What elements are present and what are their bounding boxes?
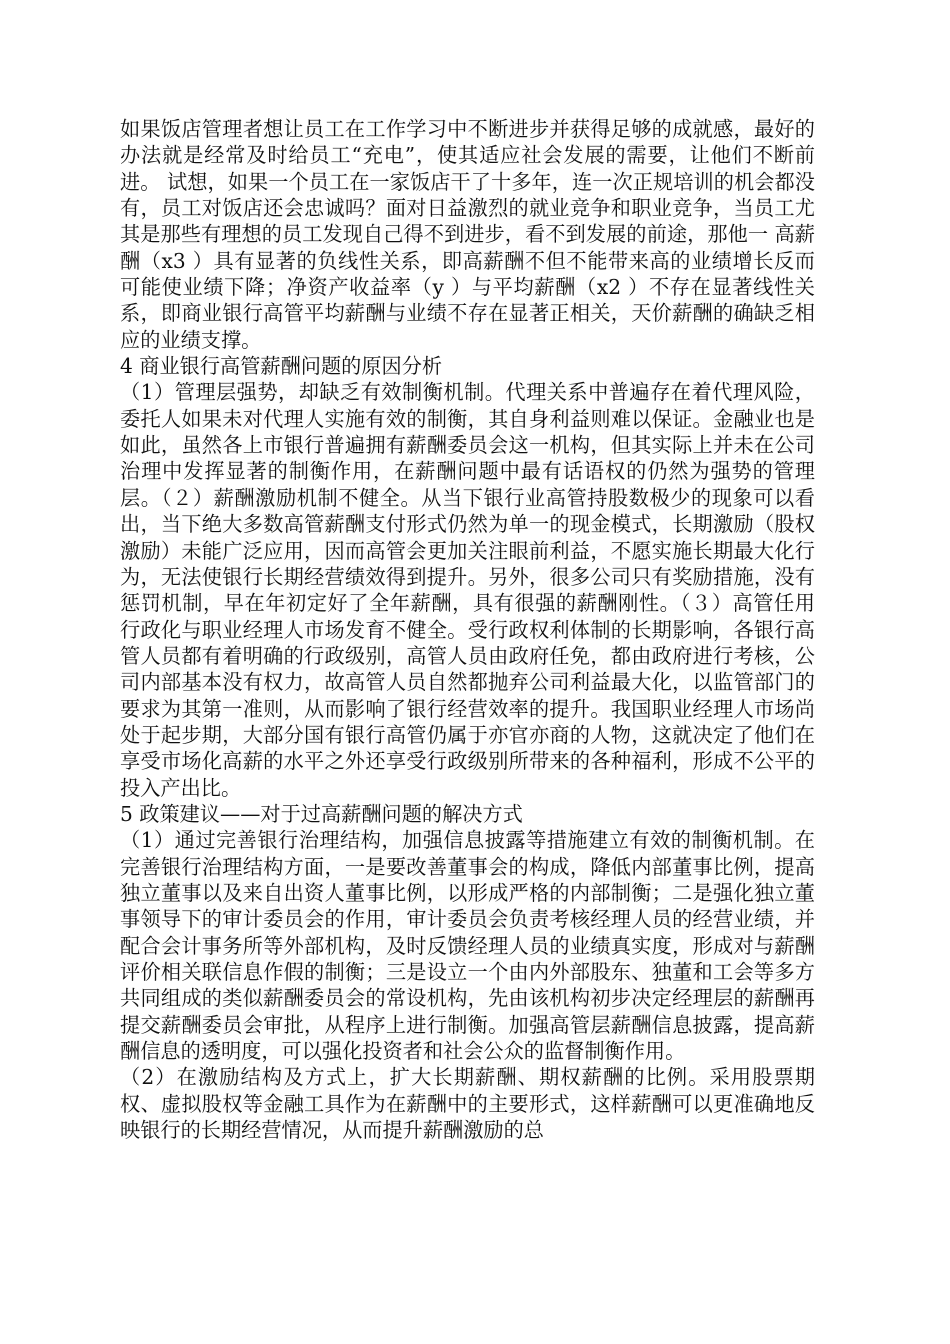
section-heading-5: 5 政策建议——对于过高薪酬问题的解决方式	[120, 801, 523, 826]
section-heading-4: 4 商业银行高管薪酬问题的原因分析	[120, 354, 443, 379]
paragraph-training-and-correlation: 如果饭店管理者想让员工在工作学习中不断进步并获得足够的成就感，最好的办法就是经常及时给员工“充电”，使其适应社会发展的需要，让他们不断前进。 试想，如果一个员工在一家饭店干了十多年，连一次正规培训的机会都没有，员工对饭店还会忠诚吗？面对日益激烈的就业竞争和职业竞争，当员工尤其是那些有理想的员工发现自己得不到进步，看不到发展的前途，那他一 高薪酬（x3 ）具有显著的负线性关系，即高薪酬不但不能带来高的业绩增长反而可能使业绩下降；净资产收益率（y ）与平均薪酬（x2 ）不存在显著线性关系，即商业银行高管平均薪酬与业绩不存在显著正相关，天价薪酬的确缺乏相应的业绩支撑。	[120, 117, 815, 352]
paragraph-recommendation-2: （2）在激励结构及方式上，扩大长期薪酬、期权薪酬的比例。采用股票期权、虚拟股权等金融工具作为在薪酬中的主要形式，这样薪酬可以更准确地反映银行的长期经营情况，从而提升薪酬激励的总	[120, 1065, 815, 1143]
paragraph-cause-analysis: （1）管理层强势，却缺乏有效制衡机制。代理关系中普遍存在着代理风险，委托人如果未对代理人实施有效的制衡，其自身利益则难以保证。金融业也是如此，虽然各上市银行普遍拥有薪酬委员会这一机构，但其实际上并未在公司治理中发挥显著的制衡作用，在薪酬问题中最有话语权的仍然为强势的管理层。（２）薪酬激励机制不健全。从当下银行业高管持股数极少的现象可以看出，当下绝大多数高管薪酬支付形式仍然为单一的现金模式，长期激励（股权激励）未能广泛应用，因而高管会更加关注眼前利益，不愿实施长期最大化行为，无法使银行长期经营绩效得到提升。另外，很多公司只有奖励措施，没有惩罚机制，早在年初定好了全年薪酬，具有很强的薪酬刚性。（３）高管任用行政化与职业经理人市场发育不健全。受行政权利体制的长期影响，各银行高管人员都有着明确的行政级别，高管人员由政府任免，都由政府进行考核，公司内部基本没有权力，故高管人员自然都抛弃公司利益最大化，以监管部门的要求为其第一准则，从而影响了银行经营效率的提升。我国职业经理人市场尚处于起步期，大部分国有银行高管仍属于亦官亦商的人物，这就决定了他们在享受市场化高薪的水平之外还享受行政级别所带来的各种福利，形成不公平的投入产出比。	[120, 380, 815, 800]
paragraph-recommendation-1: （1）通过完善银行治理结构，加强信息披露等措施建立有效的制衡机制。在完善银行治理结构方面，一是要改善董事会的构成，降低内部董事比例，提高独立董事以及来自出资人董事比例，以形成严格的内部制衡；二是强化独立董事领导下的审计委员会的作用，审计委员会负责考核经理人员的经营业绩，并配合会计事务所等外部机构，及时反馈经理人员的业绩真实度，形成对与薪酬评价相关联信息作假的制衡；三是设立一个由内外部股东、独董和工会等多方共同组成的类似薪酬委员会的常设机构，先由该机构初步决定经理层的薪酬再提交薪酬委员会审批，从程序上进行制衡。加强高管层薪酬信息披露，提高薪酬信息的透明度，可以强化投资者和社会公众的监督制衡作用。	[120, 828, 815, 1064]
document-body	[120, 116, 815, 1143]
